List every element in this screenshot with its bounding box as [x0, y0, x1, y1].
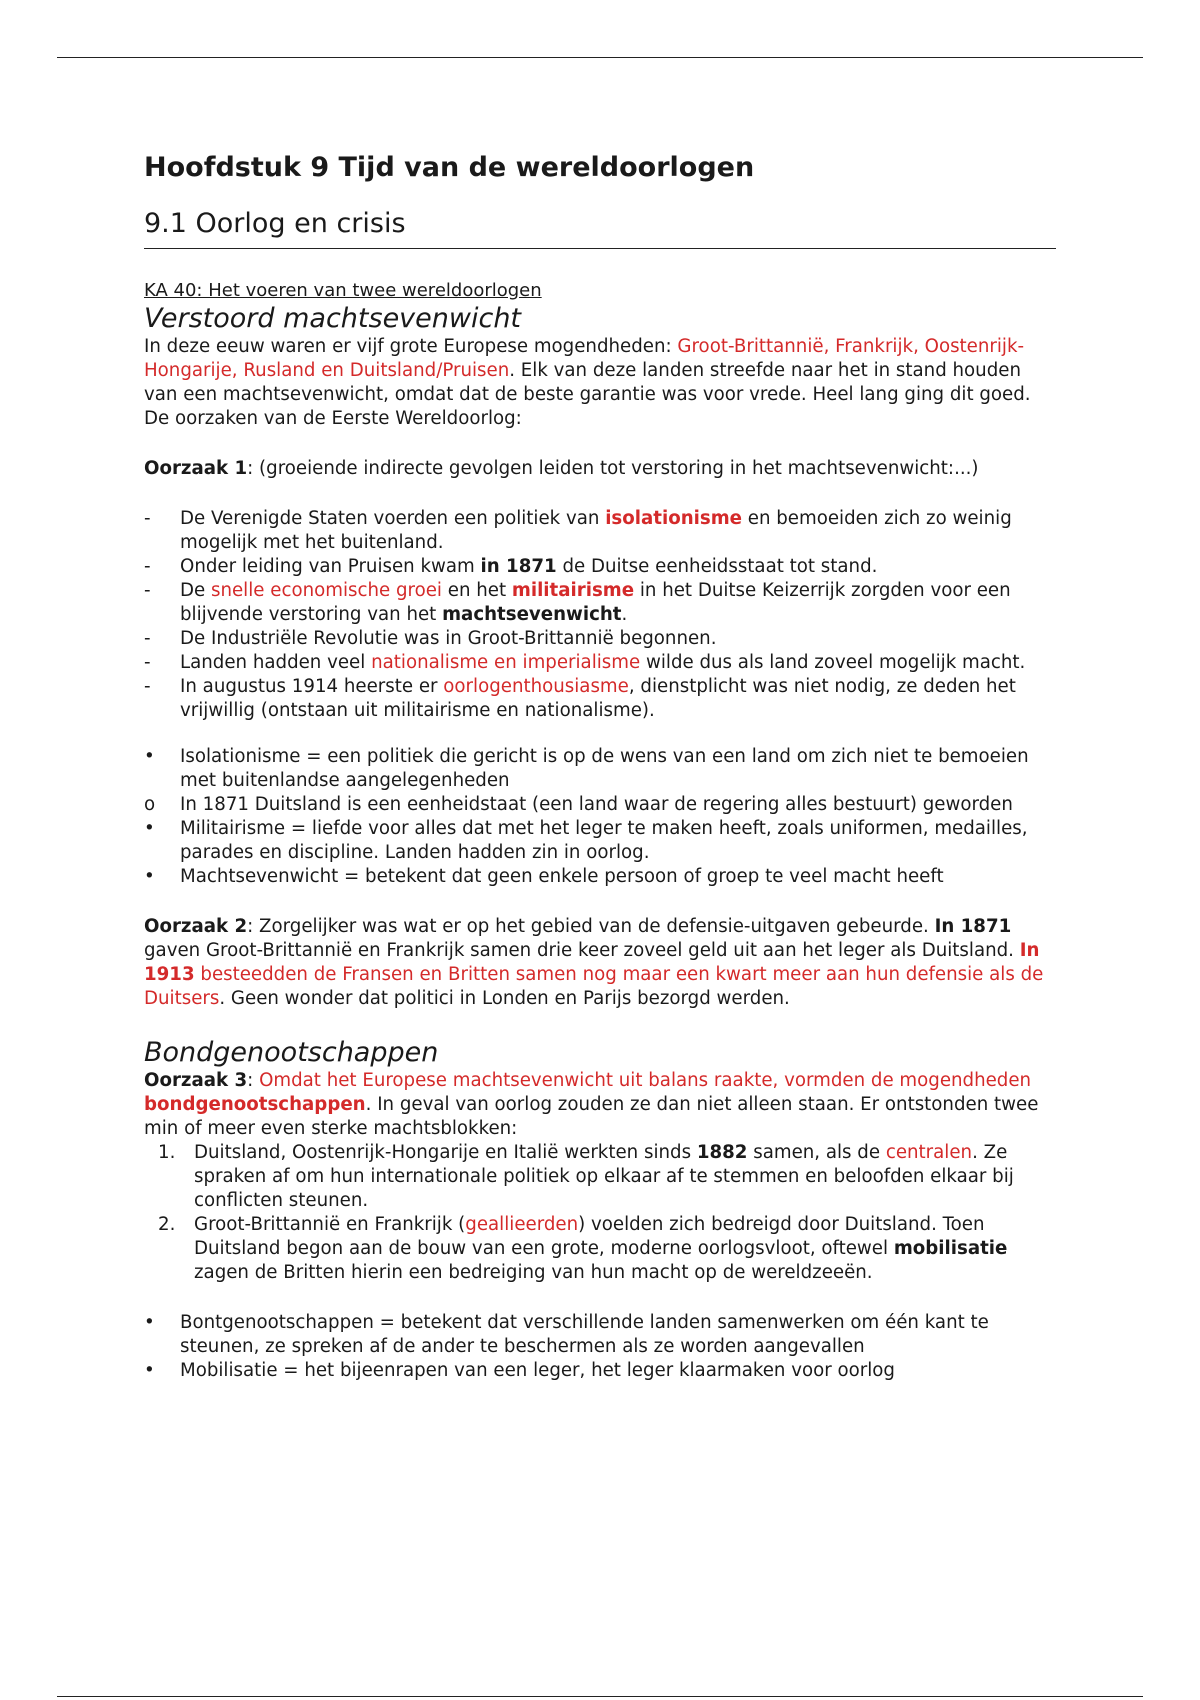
list-item-text: de Duitse eenheidsstaat tot stand. [556, 556, 878, 577]
list-item [144, 1213, 1056, 1285]
term-highlight: nationalisme en imperialisme [371, 652, 641, 673]
dash-marker: - [144, 556, 151, 577]
definition-text: Machtsevenwicht = betekent dat geen enkele persoon of groep te veel macht heeft [180, 866, 944, 887]
term-highlight: militairisme [511, 580, 635, 601]
oorzaak-2-paragraph [144, 915, 1056, 1011]
definitions-list-2 [144, 1311, 1056, 1383]
list-item-text: Onder leiding van Pruisen kwam [180, 556, 481, 577]
alliances-numbered-list [144, 1141, 1056, 1285]
dash-marker: - [144, 508, 151, 529]
paragraph-text: : [247, 1070, 260, 1091]
list-item [144, 1141, 1056, 1213]
definition-text: Bontgenootschappen = betekent dat verschillende landen samenwerken om één kant te steunen, ze spreken af de ander te beschermen als ze worden aangevallen [180, 1312, 989, 1357]
term-highlight: oorlogenthousiasme [443, 676, 629, 697]
oorzaak-1-label: Oorzaak 1 [144, 458, 248, 479]
definition-text: Mobilisatie = het bijeenrapen van een leger, het leger klaarmaken voor oorlog [180, 1360, 895, 1381]
causes-dash-list [144, 507, 1056, 723]
chapter-title: Hoofdstuk 9 Tijd van de wereldoorlogen [144, 152, 755, 183]
list-item [144, 1311, 1056, 1359]
list-item [144, 1359, 1056, 1383]
oorzaak-3-label: Oorzaak 3 [144, 1070, 248, 1091]
list-item [144, 579, 1056, 627]
top-rule [57, 57, 1143, 58]
paragraph-text: . Geen wonder dat politici in Londen en Parijs bezorgd werden. [219, 988, 790, 1009]
bullet-marker: • [144, 1312, 155, 1333]
oorzaak-2-label: Oorzaak 2 [144, 916, 248, 937]
paragraph-text: : Zorgelijker was wat er op het gebied van de defensie-uitgaven gebeurde. [247, 916, 935, 937]
list-item-text: De Verenigde Staten voerden een politiek van [180, 508, 606, 529]
term-highlight: snelle economische groei [210, 580, 442, 601]
list-item-text: Groot-Brittannië en Frankrijk ( [194, 1214, 466, 1235]
term-highlight: centralen [885, 1142, 973, 1163]
red-highlight: Omdat het Europese machtsevenwicht uit balans raakte, vormden de mogendheden [259, 1070, 1032, 1091]
bullet-marker: • [144, 866, 155, 887]
bullet-marker: • [144, 818, 155, 839]
list-item [144, 745, 1056, 793]
red-highlight: besteedden de Fransen en Britten samen nog maar een kwart meer aan hun defensie als de Duitsers [144, 964, 1044, 1009]
term-highlight: isolationisme [605, 508, 742, 529]
paragraph-text: gaven Groot-Brittannië en Frankrijk samen drie keer zoveel geld uit aan het leger als Duitsland. [144, 940, 1020, 961]
list-item [144, 793, 1056, 817]
ka-label: KA 40: Het voeren van twee wereldoorlogen [144, 280, 542, 301]
list-item-text: wilde dus als land zoveel mogelijk macht. [640, 652, 1026, 673]
term-highlight: In 1913 [144, 940, 1040, 985]
intro-paragraph [144, 335, 1056, 431]
list-item [144, 675, 1056, 723]
list-item-text: De [180, 580, 211, 601]
term-highlight: geallieerden [465, 1214, 579, 1235]
intro-text: In deze eeuw waren er vijf grote Europese mogendheden: [144, 336, 678, 357]
list-item-text: . [621, 604, 628, 625]
list-item-text: ) voelden zich bedreigd door Duitsland. Toen Duitsland begon aan de bouw van een grote, moderne oorlogsvloot, oftewel [194, 1214, 985, 1259]
list-item-text: in het Duitse Keizerrijk zorgden voor een blijvende verstoring van het [180, 580, 1011, 625]
bottom-rule [57, 1696, 1143, 1697]
bullet-marker: • [144, 1360, 155, 1381]
document-page [144, 148, 1056, 1383]
list-item [144, 817, 1056, 865]
list-item-text: De Industriële Revolutie was in Groot-Brittannië begonnen. [180, 628, 717, 649]
paragraph-text: . In geval van oorlog zouden ze dan niet alleen staan. Er ontstonden twee min of meer even sterke machtsblokken: [144, 1094, 1039, 1139]
dash-marker: - [144, 580, 151, 601]
definition-text: Militairisme = liefde voor alles dat met het leger te maken heeft, zoals uniformen, medailles, parades en discipline. Landen hadden zin in oorlog. [180, 818, 1028, 863]
definitions-list-1 [144, 745, 1056, 889]
list-item-text: Landen hadden veel [180, 652, 372, 673]
dash-marker: - [144, 628, 151, 649]
list-item-text: zagen de Britten hierin een bedreiging van hun macht op de wereldzeeën. [194, 1262, 873, 1283]
list-item-text: . Ze spraken af om hun internationale politiek op elkaar af te stemmen en beloofden elkaar bij conflicten steunen. [194, 1142, 1014, 1211]
oorzaak-3-paragraph [144, 1069, 1056, 1141]
section-title: 9.1 Oorlog en crisis [144, 204, 1056, 249]
subsection-title-bondgenootschappen: Bondgenootschappen [144, 1037, 439, 1068]
list-item-text: , dienstplicht was niet nodig, ze deden het vrijwillig (ontstaan uit militairisme en nationalisme). [180, 676, 1016, 721]
bold-text: mobilisatie [893, 1238, 1008, 1259]
number-marker: 2. [158, 1214, 176, 1235]
definition-text: Isolationisme = een politiek die gericht is op de wens van een land om zich niet te bemoeien met buitenlandse aangelegenheden [180, 746, 1029, 791]
list-item-text: In augustus 1914 heerste er [180, 676, 444, 697]
number-marker: 1. [158, 1142, 176, 1163]
oorzaak-1-text: : (groeiende indirecte gevolgen leiden tot verstoring in het machtsevenwicht:...) [247, 458, 979, 479]
list-item [144, 507, 1056, 555]
intro-powers-highlight: Groot-Brittannië, Frankrijk, Oostenrijk-Hongarije, Rusland en Duitsland/Pruisen [144, 336, 1025, 381]
intro-text-rest: . Elk van deze landen streefde naar het in stand houden van een machtsevenwicht, omdat dat de beste garantie was voor vrede. Heel lang ging dit goed. De oorzaken van de Eerste Wereldoorlog: [144, 360, 1031, 429]
definition-text: In 1871 Duitsland is een eenheidstaat (een land waar de regering alles bestuurt) geworden [180, 794, 1013, 815]
list-item-text: samen, als de [747, 1142, 886, 1163]
list-item-text: en bemoeiden zich zo weinig mogelijk met het buitenland. [180, 508, 1012, 553]
bold-text: machtsevenwicht [442, 604, 622, 625]
bold-text: In 1871 [934, 916, 1012, 937]
subsection-title-machtsevenwicht: Verstoord machtsevenwicht [144, 303, 522, 334]
list-item-text: Duitsland, Oostenrijk-Hongarije en Italië werkten sinds [194, 1142, 697, 1163]
list-item-text: en het [441, 580, 512, 601]
list-item [144, 651, 1056, 675]
term-highlight: bondgenootschappen [144, 1094, 366, 1115]
dash-marker: - [144, 676, 151, 697]
list-item [144, 627, 1056, 651]
oorzaak-1-paragraph [144, 457, 1056, 481]
circle-marker: o [144, 794, 156, 815]
bold-text: in 1871 [480, 556, 557, 577]
list-item [144, 865, 1056, 889]
bullet-marker: • [144, 746, 155, 767]
dash-marker: - [144, 652, 151, 673]
list-item [144, 555, 1056, 579]
bold-text: 1882 [696, 1142, 748, 1163]
